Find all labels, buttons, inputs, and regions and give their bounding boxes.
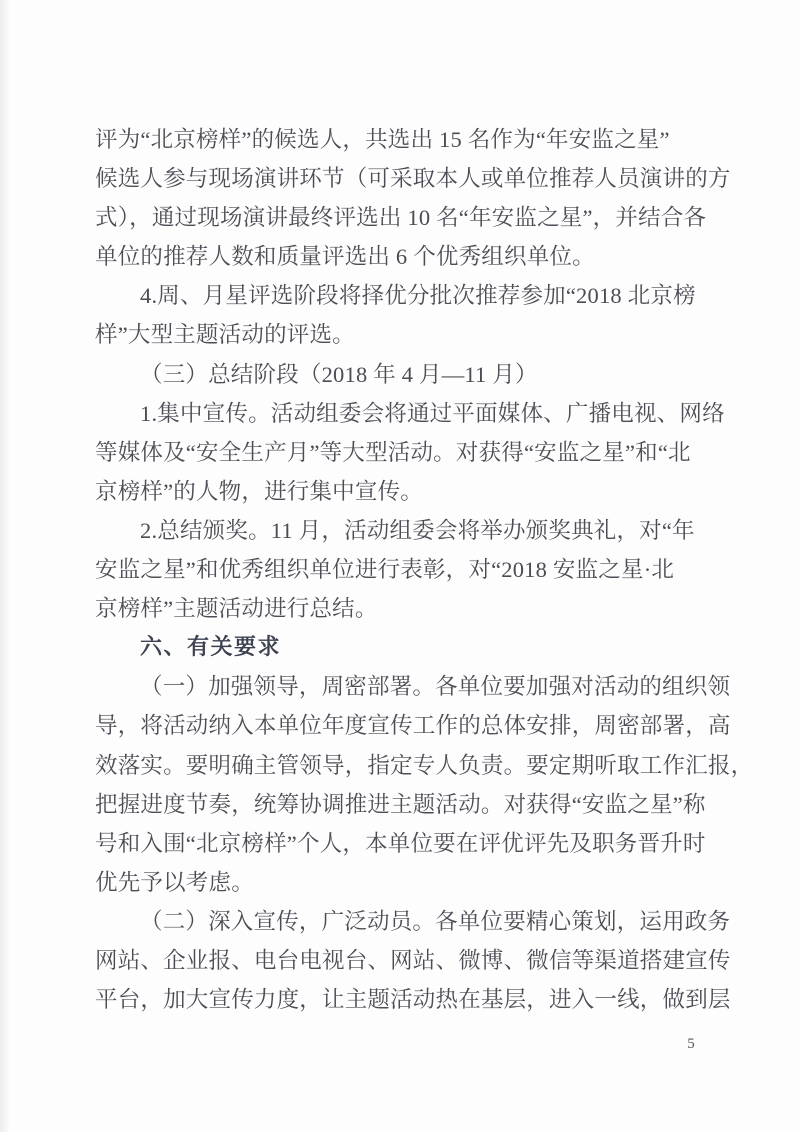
text-line: 式），通过现场演讲最终评选出 10 名“年安监之星”，并结合各	[95, 205, 707, 231]
text-line-numbered-item-2: 2.总结颁奖。11 月，活动组委会将举办颁奖典礼，对“年	[140, 517, 695, 543]
text-line: 京榜样”的人物，进行集中宣传。	[95, 478, 423, 504]
text-line: 把握进度节奏，统筹协调推进主题活动。对获得“安监之星”称	[95, 791, 706, 817]
text-line: 平台，加大宣传力度，让主题活动热在基层，进入一线，做到层	[95, 987, 731, 1013]
text-line: 网站、企业报、电台电视台、网站、微博、微信等渠道搭建宣传	[95, 947, 731, 973]
text-line: 京榜样”主题活动进行总结。	[95, 596, 378, 622]
text-line: 导，将活动纳入本单位年度宣传工作的总体安排，周密部署，高	[95, 713, 731, 739]
text-line: 样”大型主题活动的评选。	[95, 322, 355, 348]
text-line: 安监之星”和优秀组织单位进行表彰，对“2018 安监之星·北	[95, 557, 675, 583]
text-line: 等媒体及“安全生产月”等大型活动。对获得“安监之星”和“北	[95, 439, 691, 465]
document-body	[95, 120, 754, 1019]
text-line: 效落实。要明确主管领导，指定专人负责。要定期听取工作汇报，	[95, 752, 754, 778]
text-line-numbered-item-1: 1.集中宣传。活动组委会将通过平面媒体、广播电视、网络	[140, 400, 725, 426]
page-number: 5	[687, 1036, 695, 1052]
text-line: 优先予以考虑。	[95, 869, 254, 895]
text-line-subsection-2: （二）深入宣传，广泛动员。各单位要精心策划，运用政务	[140, 908, 731, 934]
text-line: 号和入围“北京榜样”个人，本单位要在评优评先及职务晋升时	[95, 830, 706, 856]
text-line-subsection-3: （三）总结阶段（2018 年 4 月—11 月）	[140, 361, 538, 387]
section-heading-requirements: 六、有关要求	[140, 635, 282, 661]
text-line-subsection-1: （一）加强领导，周密部署。各单位要加强对活动的组织领	[140, 674, 731, 700]
text-line-numbered-item-4: 4.周、月星评选阶段将择优分批次推荐参加“2018 北京榜	[140, 283, 696, 309]
text-line: 评为“北京榜样”的候选人，共选出 15 名作为“年安监之星”	[95, 127, 670, 152]
text-line: 单位的推荐人数和质量评选出 6 个优秀组织单位。	[95, 244, 595, 270]
text-line: 候选人参与现场演讲环节（可采取本人或单位推荐人员演讲的方	[95, 166, 731, 192]
